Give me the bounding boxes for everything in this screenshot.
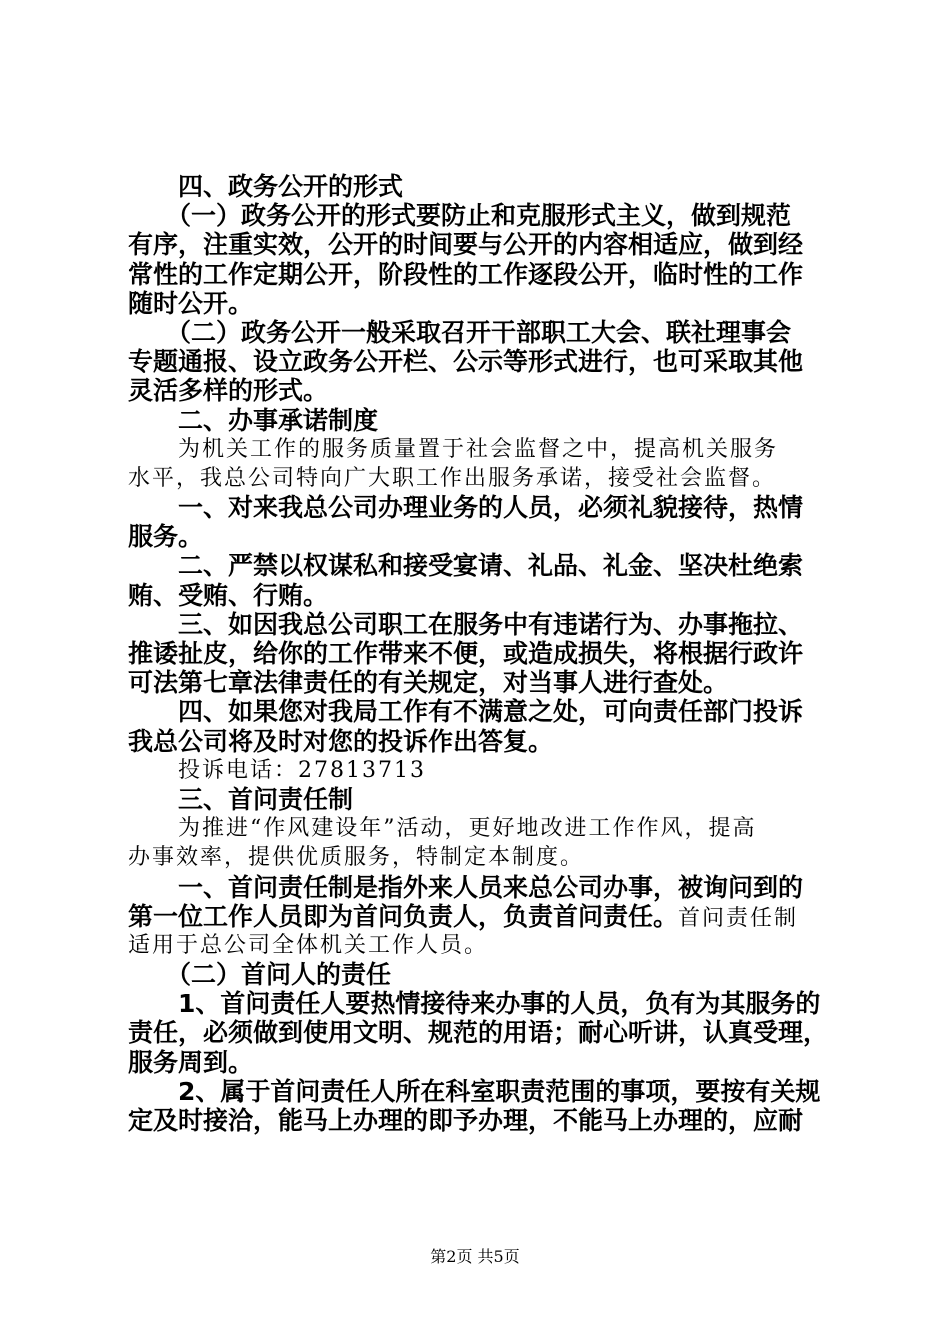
text-line: [128, 260, 840, 289]
line-text: 三、如因我总公司职工在服务中有违诺行为、办事拖拉、: [178, 609, 804, 639]
line-text: 二、办事承诺制度: [178, 405, 379, 435]
text-line: [128, 989, 840, 1018]
line-text: 随时公开。: [128, 288, 254, 318]
text-line: [128, 756, 840, 785]
text-line: [128, 697, 840, 726]
text-line: [128, 931, 840, 960]
text-line: [128, 581, 840, 610]
text-line: [128, 873, 840, 902]
line-text: 可法第七章法律责任的有关规定，对当事人进行查处。: [128, 668, 729, 698]
line-text: 有序，注重实效，公开的时间要与公开的内容相适应，做到经: [128, 230, 804, 260]
text-line: [128, 522, 840, 551]
text-line: [128, 289, 840, 318]
text-line: [128, 172, 840, 201]
line-tail-text: 首问责任制: [678, 905, 799, 931]
text-line: [128, 551, 840, 580]
text-line: [128, 727, 840, 756]
line-text: 贿、受贿、行贿。: [128, 580, 329, 610]
text-line: [128, 1048, 840, 1077]
page-footer: 第2页 共5页: [430, 1247, 520, 1266]
line-text: 为机关工作的服务质量置于社会监督之中，提高机关服务: [178, 436, 779, 462]
line-text: 灵活多样的形式。: [128, 376, 329, 406]
text-line: [128, 1018, 840, 1047]
line-text: （一）政务公开的形式要防止和克服形式主义，做到规范: [166, 201, 792, 231]
line-text: 常性的工作定期公开，阶段性的工作逐段公开，临时性的工作: [128, 259, 804, 289]
text-line: [128, 668, 840, 697]
line-text: 责任，必须做到使用文明、规范的用语；耐心听讲，认真受理，: [128, 1018, 829, 1048]
text-line: [128, 493, 840, 522]
line-text: 适用于总公司全体机关工作人员。: [128, 932, 489, 958]
line-text: 定及时接洽，能马上办理的即予办理，不能马上办理的，应耐: [128, 1106, 804, 1135]
line-text: 办事效率，提供优质服务，特制定本制度。: [128, 845, 585, 871]
line-text: 1、首问责任人要热情接待来办事的人员，负有为其服务的: [178, 989, 821, 1019]
line-text: 2、属于首问责任人所在科室职责范围的事项，要按有关规: [178, 1076, 821, 1106]
text-line: [128, 843, 840, 872]
text-line: [128, 376, 840, 405]
line-text: 第一位工作人员即为首问负责人，负责首问责任。: [128, 901, 679, 931]
text-line: [128, 435, 840, 464]
line-text: 服务。: [128, 522, 204, 552]
text-line: [128, 1106, 840, 1135]
line-text: 服务周到。: [128, 1047, 254, 1077]
line-text: 我总公司将及时对您的投诉作出答复。: [128, 726, 554, 756]
line-text: 投诉电话：27813713: [178, 757, 426, 783]
text-line: [128, 1077, 840, 1106]
line-text: 为推进“作风建设年”活动，更好地改进工作作风，提高: [178, 816, 757, 842]
line-text: 四、政务公开的形式: [178, 172, 404, 201]
line-text: 四、如果您对我局工作有不满意之处，可向责任部门投诉: [178, 697, 804, 727]
text-line: [128, 610, 840, 639]
line-text: （二）政务公开一般采取召开干部职工大会、联社理事会: [166, 317, 792, 347]
text-line: [128, 201, 840, 230]
text-line: [128, 785, 840, 814]
line-text: 水平，我总公司特向广大职工作出服务承诺，接受社会监督。: [128, 465, 777, 491]
line-text: 三、首问责任制: [178, 784, 354, 814]
text-line: [128, 318, 840, 347]
text-line: [128, 406, 840, 435]
line-text: 一、对来我总公司办理业务的人员，必须礼貌接待，热情: [178, 493, 804, 523]
text-line: [128, 464, 840, 493]
text-line: [128, 814, 840, 843]
line-text: 专题通报、设立政务公开栏、公示等形式进行，也可采取其他: [128, 347, 804, 377]
text-line: [128, 347, 840, 376]
text-line: [128, 902, 840, 931]
document-body: [128, 172, 840, 1135]
text-line: [128, 960, 840, 989]
text-line: [128, 639, 840, 668]
text-line: [128, 230, 840, 259]
line-text: （二）首问人的责任: [166, 960, 392, 990]
line-text: 二、严禁以权谋私和接受宴请、礼品、礼金、坚决杜绝索: [178, 551, 804, 581]
line-text: 一、首问责任制是指外来人员来总公司办事，被询问到的: [178, 872, 804, 902]
line-text: 推诿扯皮，给你的工作带来不便，或造成损失，将根据行政许: [128, 639, 804, 668]
